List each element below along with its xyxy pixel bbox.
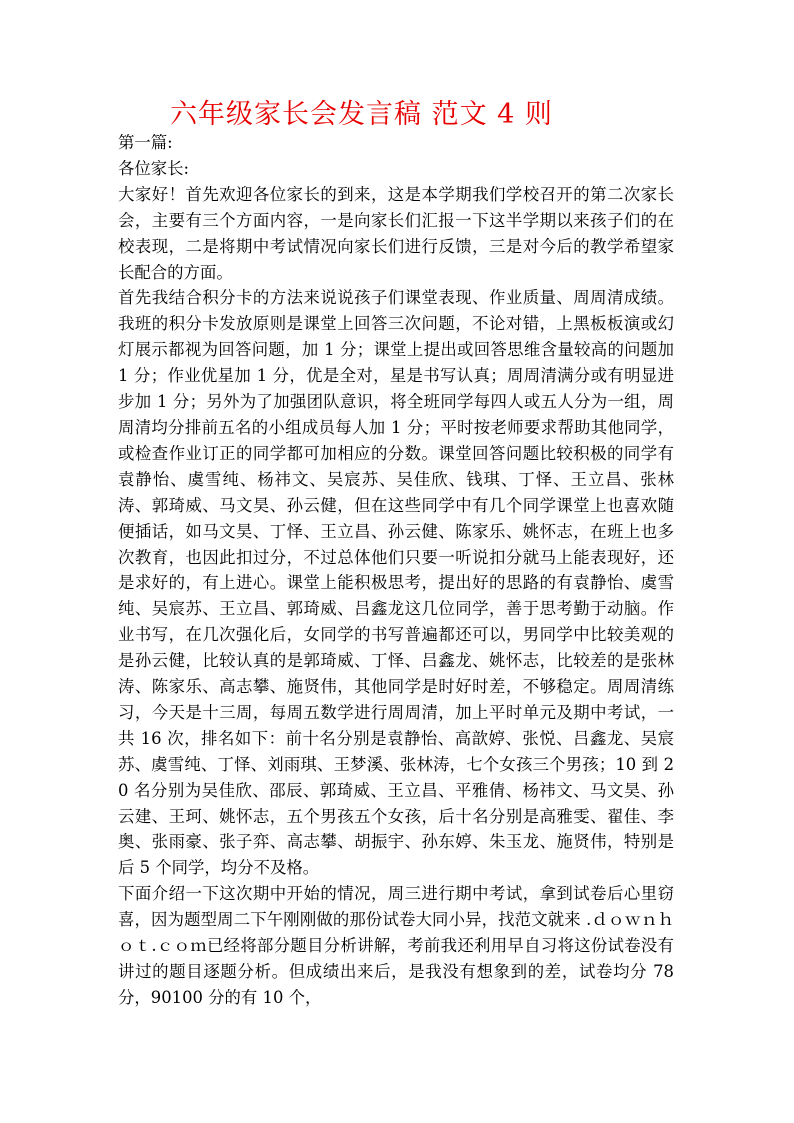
paragraph-greeting: 大家好！首先欢迎各位家长的到来，这是本学期我们学校召开的第二次家长会，主要有三个方面内容，一是向家长们汇报一下这半学期以来孩子们的在校表现，二是将期中考试情况向家长们进行反馈，三是对今后的教学希望家长配合的方面。: [118, 184, 674, 282]
section-heading: 第一篇:: [118, 133, 173, 152]
salutation: 各位家长:: [118, 158, 190, 178]
paragraph-classroom-performance: 首先我结合积分卡的方法来说说孩子们课堂表现、作业质量、周周清成绩。我班的积分卡发放原则是课堂上回答三次问题，不论对错，上黑板板演或幻灯展示都视为回答问题，加 1 分；课堂上提出或回答思维含量较高的问题加 1 分；作业优星加 1 分，优是全对，星是书写认真；周周清满分或有明显进步加 1 分；另外为了加强团队意识，将全班同学每四人或五人分为一组，周周清均分排前五名的小组成员每人加 1 分；平时按老师要求帮助其他同学，或检查作业订正的同学都可加相应的分数。课堂回答问题比较积极的同学有袁静怡、虞雪纯、杨祎文、吴宸苏、吴佳欣、钱琪、丁怿、王立昌、张林涛、郭琦威、马文昊、孙云健，但在这些同学中有几个同学课堂上也喜欢随便插话，如马文昊、丁怿、王立昌、孙云健、陈家乐、姚怀志，在班上也多次教育，也因此扣过分，不过总体他们只要一听说扣分就马上能表现好，还是求好的，有上进心。课堂上能积极思考，提出好的思路的有袁静怡、虞雪纯、吴宸苏、王立昌、郭琦威、吕鑫龙这几位同学，善于思考勤于动脑。作业书写，在几次强化后，女同学的书写普遍都还可以，男同学中比较美观的是孙云健，比较认真的是郭琦威、丁怿、吕鑫龙、姚怀志，比较差的是张林涛、陈家乐、高志攀、施贤伟，其他同学是时好时差，不够稳定。周周清练习，今天是十三周，每周五数学进行周周清，加上平时单元及期中考试，一共 16 次，排名如下：前十名分别是袁静怡、高歆婷、张悦、吕鑫龙、吴宸苏、虞雪纯、丁怿、刘雨琪、王梦溪、张林涛，七个女孩三个男孩；10 到 20 名分别为吴佳欣、邵辰、郭琦威、王立昌、平雅倩、杨祎文、马文昊、孙云建、王珂、姚怀志，五个男孩五个女孩，后十名分别是高雅雯、翟佳、李奥、张雨豪、张子弈、高志攀、胡振宇、孙东婷、朱玉龙、施贤伟，特别是后 5 个同学，均分不及格。: [118, 288, 674, 878]
paragraph-midterm-exam: 下面介绍一下这次期中开始的情况，周三进行期中考试，拿到试卷后心里窃喜，因为题型周二下午刚刚做的那份试卷大同小异，找范文就来 .ｄｏｗｎｈｏｔ.ｃｏｍ已经将部分题目分析讲解，考前我还利用早自习将这份试卷没有讲过的题目逐题分析。但成绩出来后，是我没有想象到的差，试卷均分 78 分，90100 分的有 10 个，: [118, 884, 674, 1007]
document-body: [118, 130, 674, 1011]
document-title: 六年级家长会发言稿 范文 4 则: [170, 99, 553, 130]
